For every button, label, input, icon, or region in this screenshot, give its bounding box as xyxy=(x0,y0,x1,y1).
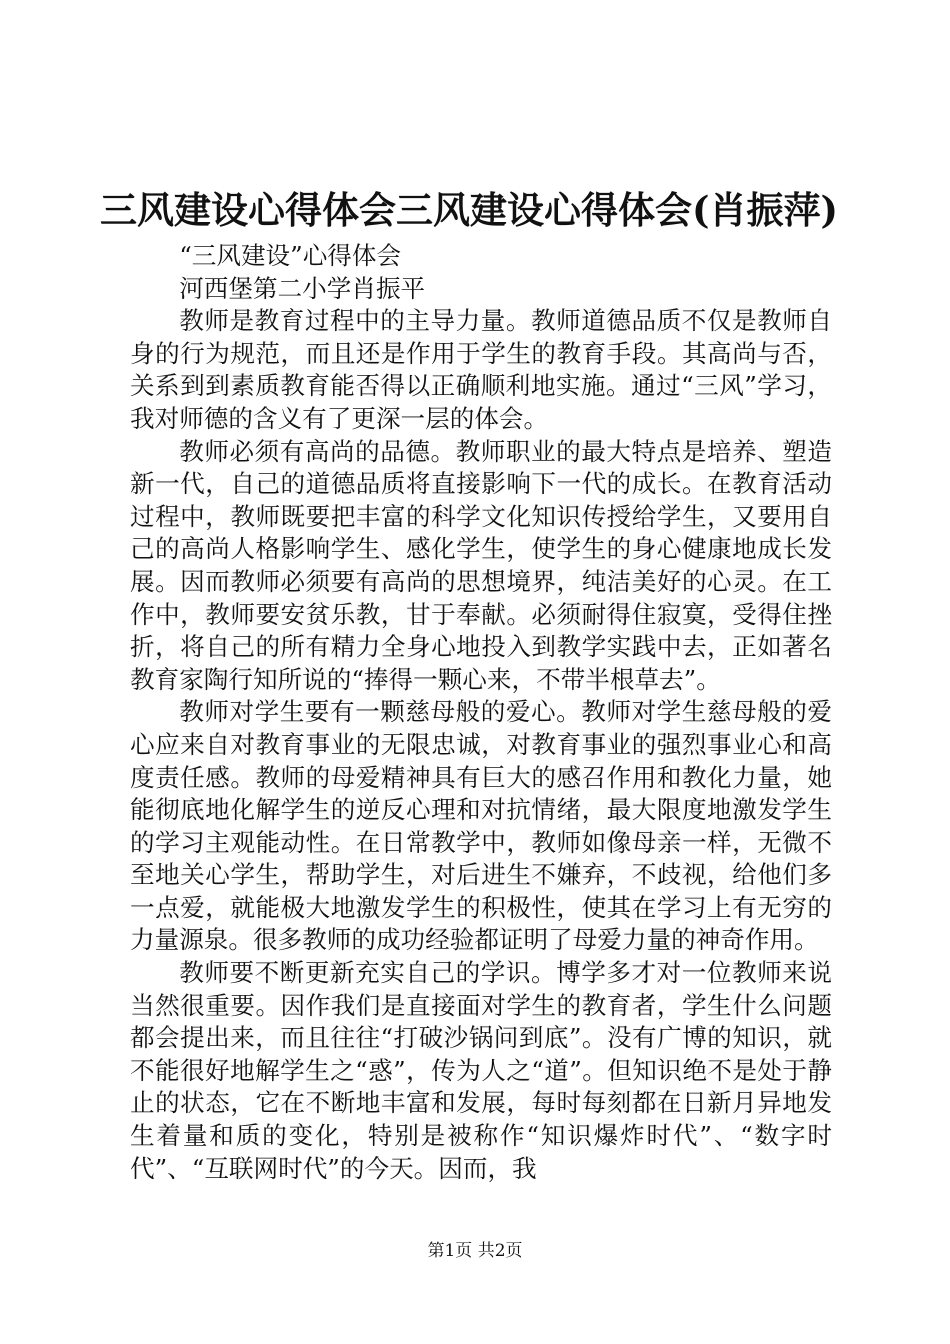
paragraph-3: 教师对学生要有一颗慈母般的爱心。教师对学生慈母般的爱心应来自对教育事业的无限忠诚，对教育事业的强烈事业心和高度责任感。教师的母爱精神具有巨大的感召作用和教化力量，她能彻底地化解学生的逆反心理和对抗情绪，最大限度地激发学生的学习主观能动性。在日常教学中，教师如像母亲一样，无微不至地关心学生，帮助学生，对后进生不嫌弃，不歧视，给他们多一点爱，就能极大地激发学生的积极性，使其在学习上有无穷的力量源泉。很多教师的成功经验都证明了母爱力量的神奇作用。 xyxy=(130,697,832,955)
page-footer: 第1页 共2页 xyxy=(427,1241,523,1261)
document-subtitle: “三风建设”心得体会 xyxy=(179,241,402,270)
paragraph-2: 教师必须有高尚的品德。教师职业的最大特点是培养、塑造新一代，自己的道德品质将直接影响下一代的成长。在教育活动过程中，教师既要把丰富的科学文化知识传授给学生，又要用自己的高尚人格影响学生、感化学生，使学生的身心健康地成长发展。因而教师必须要有高尚的思想境界，纯洁美好的心灵。在工作中，教师要安贫乐教，甘于奉献。必须耐得住寂寞，受得住挫折，将自己的所有精力全身心地投入到教学实践中去，正如著名教育家陶行知所说的“捧得一颗心来，不带半根草去”。 xyxy=(130,436,832,694)
document-author: 河西堡第二小学肖振平 xyxy=(179,273,426,303)
document-title: 三风建设心得体会三风建设心得体会(肖振萍) xyxy=(100,188,839,232)
paragraph-4: 教师要不断更新充实自己的学识。博学多才对一位教师来说当然很重要。因作我们是直接面对学生的教育者，学生什么问题都会提出来，而且往往“打破沙锅问到底”。没有广博的知识，就不能很好地解学生之“惑”，传为人之“道”。但知识绝不是处于静止的状态，它在不断地丰富和发展，每时每刻都在日新月异地发生着量和质的变化，特别是被称作“知识爆炸时代”、“数字时代”、“互联网时代”的今天。因而，我 xyxy=(130,958,832,1183)
document-body xyxy=(130,240,832,1185)
paragraph-1: 教师是教育过程中的主导力量。教师道德品质不仅是教师自身的行为规范，而且还是作用于学生的教育手段。其高尚与否，关系到到素质教育能否得以正确顺利地实施。通过“三风”学习，我对师德的含义有了更深一层的体会。 xyxy=(130,306,832,433)
